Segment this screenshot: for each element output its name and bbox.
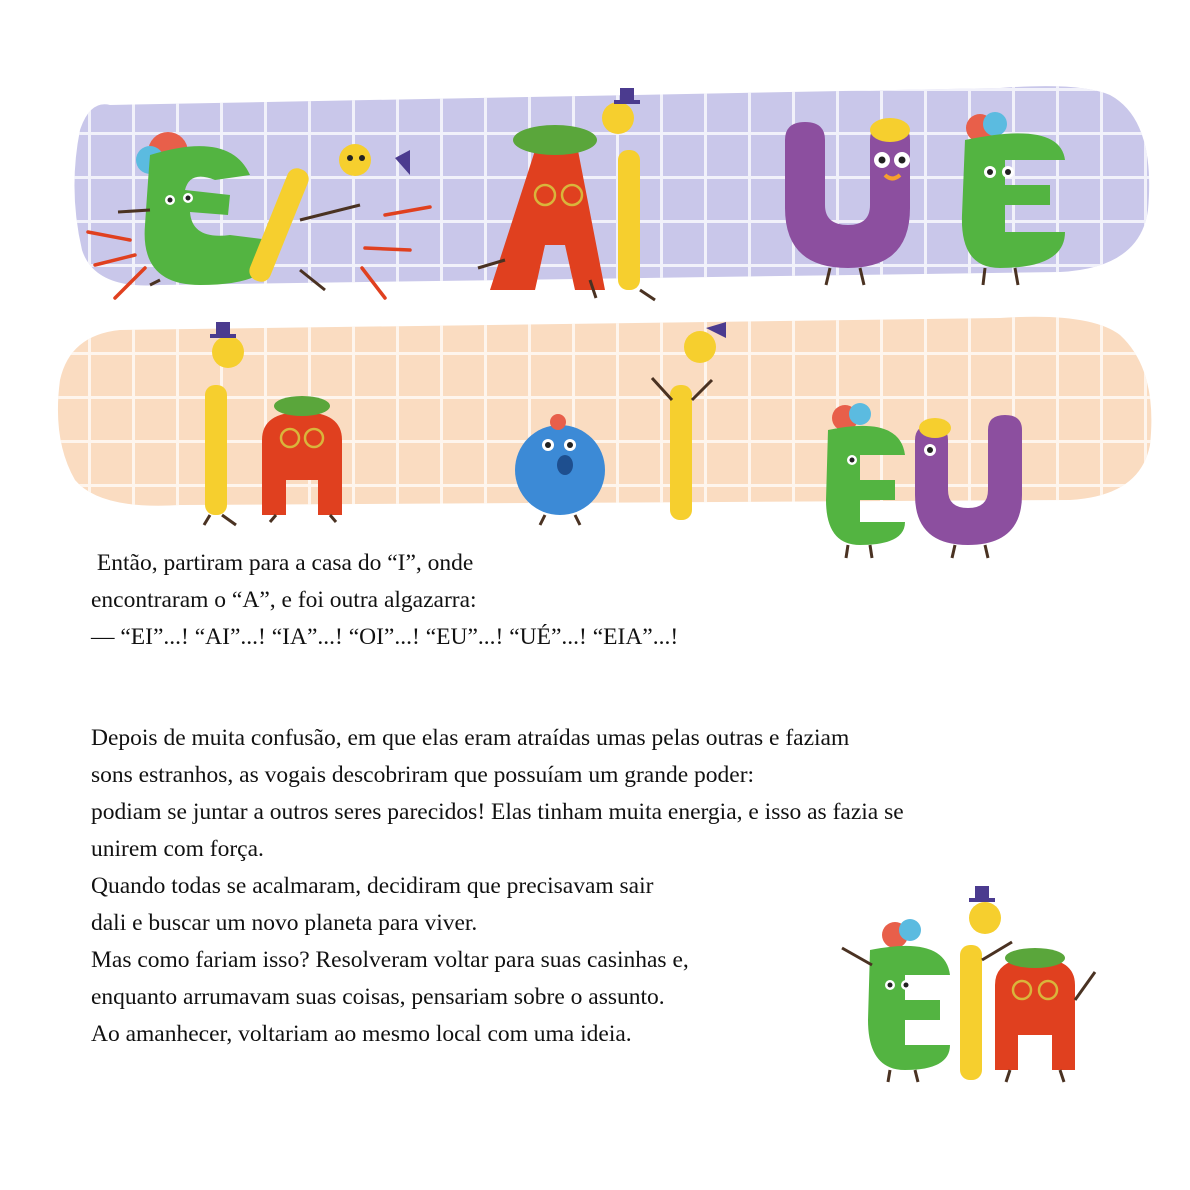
text-line: Mas como fariam isso? Resolveram voltar para suas casinhas e, [91,947,689,973]
text-line: sons estranhos, as vogais descobriram que possuíam um grande poder: [91,762,755,788]
corner-a-character [995,948,1095,1082]
text-line: dali e buscar um novo planeta para viver. [91,910,478,936]
text-line: Ao amanhecer, voltariam ao mesmo local com uma ideia. [91,1021,632,1047]
text-line: podiam se juntar a outros seres parecidos! Elas tinham muita energia, e isso as fazia se [91,799,904,825]
text-line: Então, partiram para a casa do “I”, onde [91,550,474,576]
story-paragraph-2 [91,720,904,1053]
story-paragraph-1 [91,545,678,656]
text-line: — “EI”...! “AI”...! “IA”...! “OI”...! “EU”...! “UÉ”...! “EIA”...! [91,624,679,650]
text-line: enquanto arrumavam suas coisas, pensariam sobre o assunto. [91,984,665,1010]
text-line: Depois de muita confusão, em que elas eram atraídas umas pelas outras e faziam [91,725,850,751]
text-line: Quando todas se acalmaram, decidiram que precisavam sair [91,873,654,899]
text-line: unirem com força. [91,836,264,862]
text-line: encontraram o “A”, e foi outra algazarra: [91,587,477,613]
